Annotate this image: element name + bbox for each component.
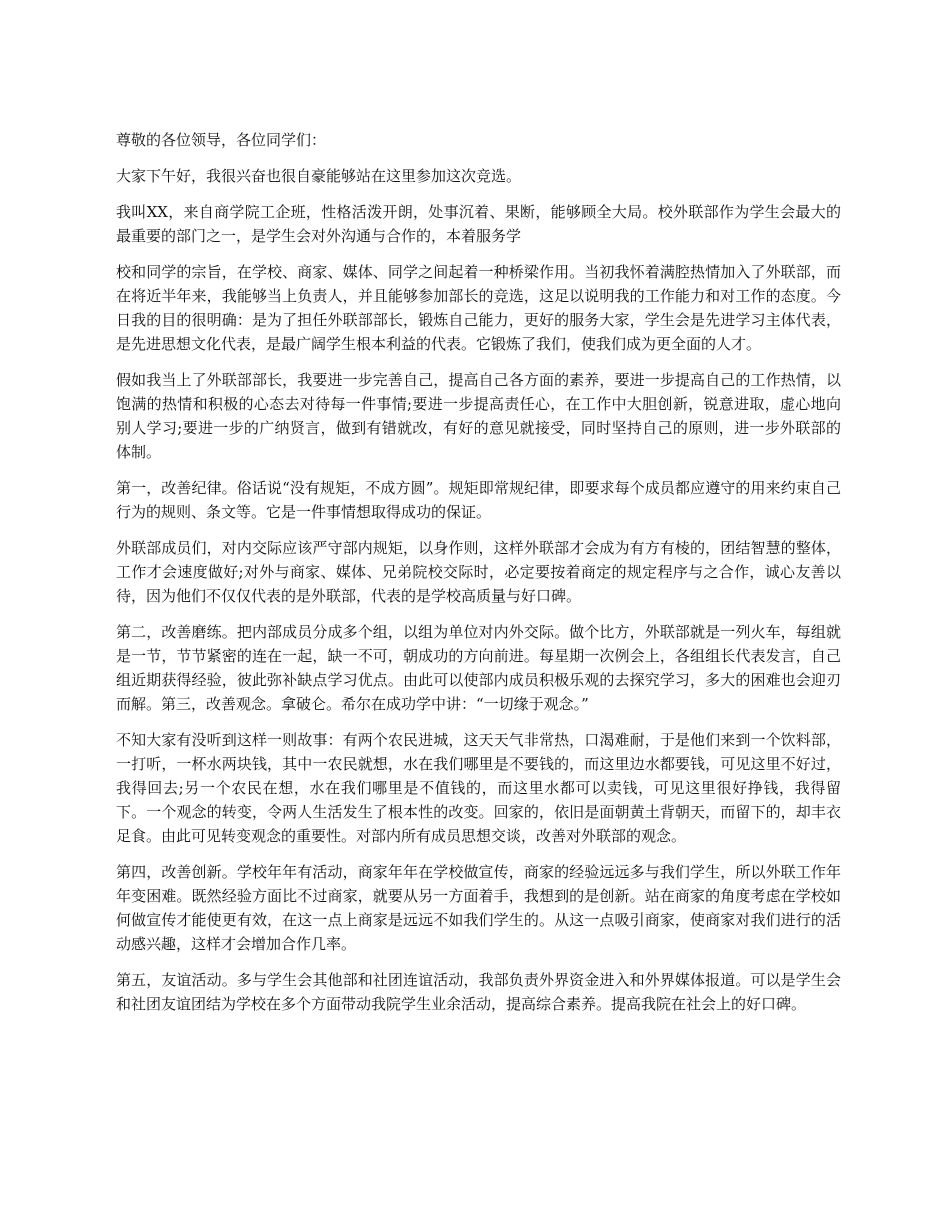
plan-paragraph: 假如我当上了外联部部长，我要进一步完善自己，提高自己各方面的素养，要进一步提高自己的工作热情，以饱满的热情和积极的心态去对待每一件事情;要进一步提高责任心，在工作中大胆创新，锐意进取，虚心地向别人学习;要进一步的广纳贤言，做到有错就改，有好的意见就接受，同时坚持自己的原则，进一步外联部的体制。 — [116, 371, 841, 461]
training-paragraph: 第二，改善磨练。把内部成员分成多个组，以组为单位对内外交际。做个比方，外联部就是一列火车，每组就是一节，节节紧密的连在一起，缺一不可，朝成功的方向前进。每星期一次例会上，各组组长代表发言，自己组近期获得经验，彼此弥补缺点学习优点。由此可以使部内成员积极乐观的去探究学习，多大的困难也会迎刃而解。第三，改善观念。拿破仑。希尔在成功学中讲：“一切缘于观念。” — [116, 623, 841, 713]
opening-paragraph: 大家下午好，我很兴奋也很自豪能够站在这里参加这次竞选。 — [116, 167, 522, 185]
greeting-paragraph: 尊敬的各位领导，各位同学们： — [116, 131, 327, 149]
friendship-paragraph: 第五，友谊活动。多与学生会其他部和社团连谊活动，我部负责外界资金进入和外界媒体报道。可以是学生会和社团友谊团结为学校在多个方面带动我院学生业余活动，提高综合素养。提高我院在社会上的好口碑。 — [116, 971, 841, 1013]
member-conduct-paragraph: 外联部成员们，对内交际应该严守部内规矩，以身作则，这样外联部才会成为有方有棱的，团结智慧的整体，工作才会速度做好;对外与商家、媒体、兄弟院校交际时，必定要按着商定的规定程序与之合作，诚心友善以待，因为他们不仅仅代表的是外联部，代表的是学校高质量与好口碑。 — [116, 539, 841, 605]
self-introduction-paragraph: 我叫XX，来自商学院工企班，性格活泼开朗，处事沉着、果断，能够顾全大局。校外联部作为学生会最大的最重要的部门之一，是学生会对外沟通与合作的，本着服务学 — [116, 203, 841, 245]
motivation-paragraph: 校和同学的宗旨，在学校、商家、媒体、同学之间起着一种桥梁作用。当初我怀着满腔热情加入了外联部，而在将近半年来，我能够当上负责人，并且能够参加部长的竞选，这足以说明我的工作能力和对工作的态度。今日我的目的很明确：是为了担任外联部部长，锻炼自己能力，更好的服务大家，学生会是先进学习主体代表，是先进思想文化代表，是最广阔学生根本利益的代表。它锻炼了我们，使我们成为更全面的人才。 — [116, 263, 841, 353]
story-paragraph: 不知大家有没听到这样一则故事：有两个农民进城，这天天气非常热，口渴难耐，于是他们来到一个饮料部，一打听，一杯水两块钱，其中一农民就想，水在我们哪里是不要钱的，而这里边水都要钱，可见这里不好过，我得回去;另一个农民在想，水在我们哪里是不值钱的，而这里水都可以卖钱，可见这里很好挣钱，我得留下。一个观念的转变，令两人生活发生了根本性的改变。回家的，依旧是面朝黄土背朝天，而留下的，却丰衣足食。由此可见转变观念的重要性。对部内所有成员思想交谈，改善对外联部的观念。 — [116, 731, 841, 845]
innovation-paragraph: 第四，改善创新。学校年年有活动，商家年年在学校做宣传，商家的经验远远多与我们学生，所以外联工作年年变困难。既然经验方面比不过商家，就要从另一方面着手，我想到的是创新。站在商家的角度考虑在学校如何做宣传才能使更有效，在这一点上商家是远远不如我们学生的。从这一点吸引商家，使商家对我们进行的活动感兴趣，这样才会增加合作几率。 — [116, 863, 841, 953]
discipline-paragraph: 第一，改善纪律。俗话说“没有规矩，不成方圆”。规矩即常规纪律，即要求每个成员都应遵守的用来约束自己行为的规则、条文等。它是一件事情想取得成功的保证。 — [116, 479, 841, 521]
document-body — [116, 128, 841, 1028]
